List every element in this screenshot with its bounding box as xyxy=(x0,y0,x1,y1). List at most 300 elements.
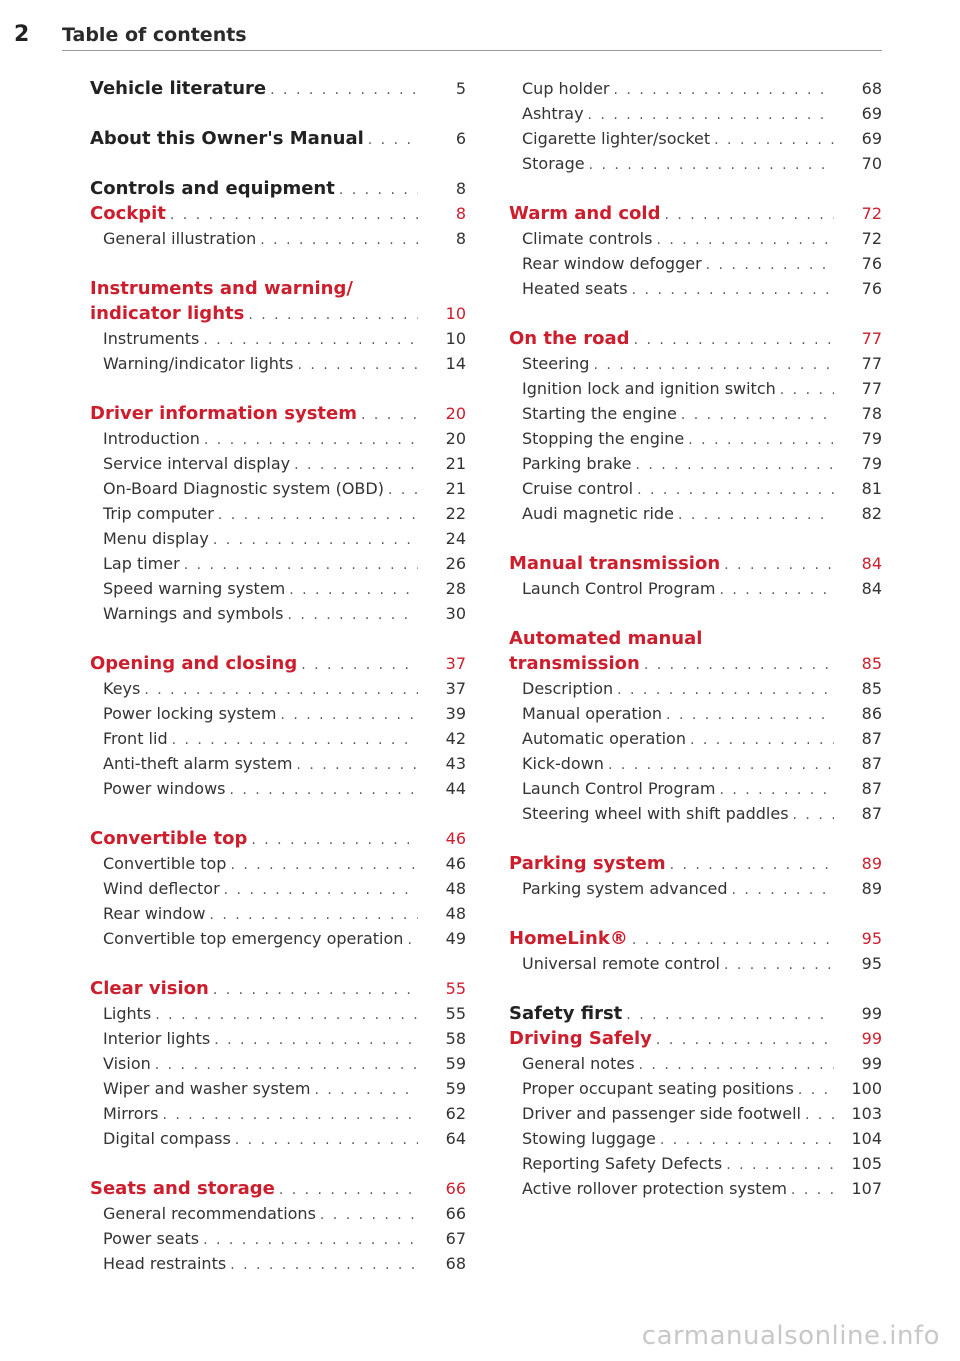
dot-leader xyxy=(805,1103,834,1128)
toc-page-number: 79 xyxy=(861,454,882,473)
dot-leader xyxy=(213,528,418,553)
toc-entry-label: Safety first xyxy=(509,1003,623,1024)
toc-subentry[interactable] xyxy=(90,1126,466,1151)
page-title: Table of contents xyxy=(62,24,247,46)
toc-subentry[interactable] xyxy=(509,76,882,101)
toc-subentry[interactable] xyxy=(509,426,882,451)
toc-entry-label: Steering xyxy=(522,354,590,373)
toc-section-entry[interactable] xyxy=(509,551,882,576)
toc-subentry[interactable] xyxy=(509,1151,882,1176)
toc-subentry[interactable] xyxy=(509,776,882,801)
toc-subentry[interactable] xyxy=(509,1126,882,1151)
toc-entry-label: Rear window xyxy=(103,904,206,923)
section-spacer xyxy=(509,976,882,1001)
dot-leader xyxy=(626,1003,834,1028)
toc-subentry[interactable] xyxy=(90,526,466,551)
toc-subentry[interactable] xyxy=(90,926,466,951)
toc-subentry[interactable] xyxy=(90,1026,466,1051)
toc-entry-label: Front lid xyxy=(103,729,168,748)
toc-subentry[interactable] xyxy=(90,451,466,476)
toc-subentry[interactable] xyxy=(509,576,882,601)
toc-page-number: 59 xyxy=(445,1079,466,1098)
dot-leader xyxy=(294,453,418,478)
toc-page-number: 46 xyxy=(445,854,466,873)
toc-subentry[interactable] xyxy=(90,851,466,876)
toc-page-number: 37 xyxy=(445,679,466,698)
dot-leader xyxy=(666,703,834,728)
toc-entry-label: Head restraints xyxy=(103,1254,227,1273)
dot-leader xyxy=(279,1178,418,1203)
toc-subentry[interactable] xyxy=(509,251,882,276)
toc-entry-label: Trip computer xyxy=(103,504,214,523)
toc-entry-label: Starting the engine xyxy=(522,404,677,423)
toc-page-number: 49 xyxy=(445,929,466,948)
toc-section-entry[interactable] xyxy=(509,626,882,651)
dot-leader xyxy=(214,1028,418,1053)
toc-page-number: 48 xyxy=(445,904,466,923)
section-spacer xyxy=(90,1151,466,1176)
toc-section-entry[interactable] xyxy=(90,826,466,851)
dot-leader xyxy=(230,1253,418,1278)
toc-subentry[interactable] xyxy=(509,376,882,401)
toc-page-number: 66 xyxy=(445,1179,466,1198)
toc-page-number: 44 xyxy=(445,779,466,798)
toc-page-number: 58 xyxy=(445,1029,466,1048)
toc-section-entry[interactable] xyxy=(509,851,882,876)
toc-page-number: 105 xyxy=(851,1154,882,1173)
toc-entry-label: Cockpit xyxy=(90,203,166,224)
toc-entry-label: Manual transmission xyxy=(509,553,721,574)
toc-page-number: 87 xyxy=(861,754,882,773)
toc-subentry[interactable] xyxy=(90,1226,466,1251)
toc-page-number: 8 xyxy=(455,204,466,223)
dot-leader xyxy=(144,678,418,703)
toc-subentry[interactable] xyxy=(509,701,882,726)
dot-leader xyxy=(184,553,418,578)
toc-subentry[interactable] xyxy=(509,226,882,251)
dot-leader xyxy=(230,853,418,878)
toc-page-number: 8 xyxy=(455,229,466,248)
toc-section-entry[interactable] xyxy=(90,176,466,201)
toc-page-number: 8 xyxy=(455,179,466,198)
toc-section-entry[interactable] xyxy=(90,1176,466,1201)
toc-page-number: 68 xyxy=(445,1254,466,1273)
toc-subentry[interactable] xyxy=(509,876,882,901)
toc-entry-label: HomeLink® xyxy=(509,928,628,949)
toc-page-number: 84 xyxy=(861,579,882,598)
toc-entry-label: Ignition lock and ignition switch xyxy=(522,379,776,398)
toc-section-entry[interactable] xyxy=(90,76,466,101)
toc-subentry[interactable] xyxy=(509,151,882,176)
toc-section-entry[interactable] xyxy=(90,201,466,226)
toc-entry-label: Opening and closing xyxy=(90,653,298,674)
toc-subentry[interactable] xyxy=(509,1176,882,1201)
toc-subentry[interactable] xyxy=(509,951,882,976)
toc-entry-label: Keys xyxy=(103,679,141,698)
toc-entry-label: Storage xyxy=(522,154,585,173)
toc-page-number: 103 xyxy=(851,1104,882,1123)
dot-leader xyxy=(688,428,834,453)
toc-subentry[interactable] xyxy=(90,576,466,601)
toc-subentry[interactable] xyxy=(90,326,466,351)
toc-page-number: 10 xyxy=(445,329,466,348)
toc-page-number: 99 xyxy=(861,1029,882,1048)
toc-entry-label: Stopping the engine xyxy=(522,429,685,448)
toc-section-entry[interactable] xyxy=(90,126,466,151)
dot-leader xyxy=(204,428,418,453)
dot-leader xyxy=(588,103,834,128)
toc-page-number: 82 xyxy=(861,504,882,523)
dot-leader xyxy=(644,653,834,678)
watermark: carmanualsonline.info xyxy=(641,1321,940,1351)
toc-page-number: 30 xyxy=(445,604,466,623)
toc-subentry[interactable] xyxy=(509,351,882,376)
toc-entry-label: Launch Control Program xyxy=(522,579,716,598)
dot-leader xyxy=(368,128,418,153)
toc-section-entry[interactable] xyxy=(90,651,466,676)
dot-leader xyxy=(726,1153,834,1178)
section-spacer xyxy=(90,101,466,126)
toc-subentry[interactable] xyxy=(509,1076,882,1101)
section-spacer xyxy=(90,376,466,401)
toc-entry-label: Warning/indicator lights xyxy=(103,354,294,373)
section-spacer xyxy=(90,951,466,976)
toc-subentry[interactable] xyxy=(509,276,882,301)
dot-leader xyxy=(660,1128,834,1153)
dot-leader xyxy=(719,578,834,603)
toc-page-number: 37 xyxy=(445,654,466,673)
toc-section-entry[interactable] xyxy=(509,1001,882,1026)
toc-subentry[interactable] xyxy=(509,451,882,476)
toc-subentry[interactable] xyxy=(90,1201,466,1226)
toc-page-number: 28 xyxy=(445,579,466,598)
dot-leader xyxy=(213,978,418,1003)
dot-leader xyxy=(637,478,834,503)
dot-leader xyxy=(270,78,418,103)
toc-section-entry[interactable] xyxy=(509,326,882,351)
toc-page-number: 5 xyxy=(455,79,466,98)
dot-leader xyxy=(635,453,834,478)
toc-subentry[interactable] xyxy=(90,701,466,726)
toc-subentry[interactable] xyxy=(509,476,882,501)
toc-entry-label: Warnings and symbols xyxy=(103,604,284,623)
toc-subentry[interactable] xyxy=(90,1251,466,1276)
toc-entry-label: Seats and storage xyxy=(90,1178,275,1199)
toc-page-number: 85 xyxy=(861,654,882,673)
toc-entry-label: Cup holder xyxy=(522,79,610,98)
toc-entry-label: Description xyxy=(522,679,614,698)
toc-subentry[interactable] xyxy=(90,676,466,701)
toc-page-number: 81 xyxy=(861,479,882,498)
toc-page-number: 95 xyxy=(861,954,882,973)
toc-subentry[interactable] xyxy=(90,726,466,751)
toc-page-number: 39 xyxy=(445,704,466,723)
toc-entry-label: Parking system advanced xyxy=(522,879,728,898)
toc-subentry[interactable] xyxy=(90,776,466,801)
toc-subentry[interactable] xyxy=(509,501,882,526)
dot-leader xyxy=(608,753,834,778)
toc-entry-label: Cigarette lighter/socket xyxy=(522,129,711,148)
toc-section-entry[interactable] xyxy=(509,926,882,951)
toc-subentry[interactable] xyxy=(90,876,466,901)
dot-leader xyxy=(791,1178,834,1203)
toc-entry-label: Heated seats xyxy=(522,279,628,298)
toc-section-entry[interactable] xyxy=(90,276,466,301)
toc-page-number: 104 xyxy=(851,1129,882,1148)
dot-leader xyxy=(361,403,418,428)
toc-page-number: 79 xyxy=(861,429,882,448)
toc-page-number: 69 xyxy=(861,129,882,148)
toc-entry-label: Speed warning system xyxy=(103,579,286,598)
toc-entry-label: Controls and equipment xyxy=(90,178,335,199)
dot-leader xyxy=(203,1228,418,1253)
dot-leader xyxy=(706,253,834,278)
dot-leader xyxy=(260,228,418,253)
toc-page-number: 42 xyxy=(445,729,466,748)
toc-page-number: 46 xyxy=(445,829,466,848)
toc-subentry[interactable] xyxy=(509,126,882,151)
dot-leader xyxy=(224,878,418,903)
dot-leader xyxy=(339,178,418,203)
dot-leader xyxy=(634,328,834,353)
dot-leader xyxy=(732,878,834,903)
toc-entry-label: Digital compass xyxy=(103,1129,231,1148)
toc-page-number: 100 xyxy=(851,1079,882,1098)
toc-subentry[interactable] xyxy=(90,901,466,926)
dot-leader xyxy=(230,778,419,803)
dot-leader xyxy=(780,378,834,403)
toc-page-number: 21 xyxy=(445,479,466,498)
dot-leader xyxy=(218,503,418,528)
toc-entry-label: Ashtray xyxy=(522,104,584,123)
dot-leader xyxy=(656,1028,834,1053)
toc-entry-label: Climate controls xyxy=(522,229,653,248)
toc-section-entry[interactable] xyxy=(509,651,882,676)
toc-page-number: 26 xyxy=(445,554,466,573)
toc-entry-label: Lap timer xyxy=(103,554,180,573)
toc-subentry[interactable] xyxy=(509,401,882,426)
dot-leader xyxy=(793,803,834,828)
toc-entry-label: Instruments and warning/ xyxy=(90,278,353,299)
toc-section-entry[interactable] xyxy=(90,976,466,1001)
dot-leader xyxy=(664,203,834,228)
toc-entry-label: Audi magnetic ride xyxy=(522,504,674,523)
section-spacer xyxy=(509,176,882,201)
toc-entry-label: Automated manual xyxy=(509,628,703,649)
toc-entry-label: Convertible top xyxy=(90,828,248,849)
section-spacer xyxy=(90,626,466,651)
toc-subentry[interactable] xyxy=(90,1001,466,1026)
toc-subentry[interactable] xyxy=(90,226,466,251)
toc-page-number: 67 xyxy=(445,1229,466,1248)
toc-page-number: 99 xyxy=(861,1004,882,1023)
dot-leader xyxy=(639,1053,834,1078)
toc-page-number: 43 xyxy=(445,754,466,773)
dot-leader xyxy=(288,603,418,628)
toc-page-number: 20 xyxy=(445,429,466,448)
dot-leader xyxy=(155,1003,418,1028)
toc-subentry[interactable] xyxy=(509,801,882,826)
toc-subentry[interactable] xyxy=(509,751,882,776)
toc-left-column xyxy=(90,76,466,1276)
dot-leader xyxy=(280,703,418,728)
toc-page-number: 78 xyxy=(861,404,882,423)
toc-page-number: 66 xyxy=(445,1204,466,1223)
toc-page-number: 6 xyxy=(455,129,466,148)
toc-entry-label: Parking system xyxy=(509,853,666,874)
dot-leader xyxy=(314,1078,418,1103)
section-spacer xyxy=(509,526,882,551)
toc-entry-label: Stowing luggage xyxy=(522,1129,656,1148)
toc-page-number: 86 xyxy=(861,704,882,723)
toc-page-number: 14 xyxy=(445,354,466,373)
toc-subentry[interactable] xyxy=(90,351,466,376)
toc-entry-label: Manual operation xyxy=(522,704,663,723)
toc-section-entry[interactable] xyxy=(509,201,882,226)
toc-subentry[interactable] xyxy=(509,101,882,126)
toc-page-number: 55 xyxy=(445,1004,466,1023)
section-spacer xyxy=(509,601,882,626)
toc-entry-label: Interior lights xyxy=(103,1029,211,1048)
toc-page-number: 72 xyxy=(861,204,882,223)
dot-leader xyxy=(681,403,834,428)
toc-entry-label: Proper occupant seating positions xyxy=(522,1079,794,1098)
toc-entry-label: Launch Control Program xyxy=(522,779,716,798)
toc-entry-label: Driver information system xyxy=(90,403,357,424)
toc-subentry[interactable] xyxy=(509,676,882,701)
toc-entry-label: Convertible top emergency operation xyxy=(103,929,404,948)
toc-entry-label: Driver and passenger side footwell xyxy=(522,1104,801,1123)
toc-entry-label: Driving Safely xyxy=(509,1028,652,1049)
dot-leader xyxy=(251,828,418,853)
toc-subentry[interactable] xyxy=(90,476,466,501)
dot-leader xyxy=(407,928,418,953)
dot-leader xyxy=(714,128,834,153)
toc-entry-label: transmission xyxy=(509,653,640,674)
toc-page-number: 64 xyxy=(445,1129,466,1148)
section-spacer xyxy=(90,801,466,826)
toc-entry-label: Convertible top xyxy=(103,854,227,873)
section-spacer xyxy=(509,301,882,326)
dot-leader xyxy=(724,553,834,578)
toc-page-number: 69 xyxy=(861,104,882,123)
toc-entry-label: Automatic operation xyxy=(522,729,686,748)
toc-page-number: 95 xyxy=(861,929,882,948)
dot-leader xyxy=(297,353,418,378)
toc-page-number: 76 xyxy=(861,254,882,273)
section-spacer xyxy=(90,151,466,176)
toc-entry-label: Anti-theft alarm system xyxy=(103,754,293,773)
toc-entry-label: Introduction xyxy=(103,429,200,448)
toc-page-number: 87 xyxy=(861,804,882,823)
toc-page-number: 20 xyxy=(445,404,466,423)
toc-entry-label: General notes xyxy=(522,1054,635,1073)
toc-page-number: 107 xyxy=(851,1179,882,1198)
toc-entry-label: Instruments xyxy=(103,329,200,348)
toc-page-number: 85 xyxy=(861,679,882,698)
dot-leader xyxy=(589,153,834,178)
toc-entry-label: General recommendations xyxy=(103,1204,316,1223)
toc-page-number: 10 xyxy=(445,304,466,323)
toc-subentry[interactable] xyxy=(90,1101,466,1126)
toc-subentry[interactable] xyxy=(90,601,466,626)
toc-page-number: 62 xyxy=(445,1104,466,1123)
toc-entry-label: Clear vision xyxy=(90,978,209,999)
toc-entry-label: About this Owner's Manual xyxy=(90,128,364,149)
toc-entry-label: Menu display xyxy=(103,529,209,548)
dot-leader xyxy=(172,728,418,753)
dot-leader xyxy=(203,328,418,353)
toc-entry-label: On the road xyxy=(509,328,630,349)
toc-subentry[interactable] xyxy=(509,1101,882,1126)
toc-subentry[interactable] xyxy=(509,726,882,751)
dot-leader xyxy=(614,78,834,103)
dot-leader xyxy=(162,1103,418,1128)
dot-leader xyxy=(632,928,834,953)
toc-section-entry[interactable] xyxy=(509,1026,882,1051)
toc-entry-label: Power locking system xyxy=(103,704,277,723)
toc-entry-label: Active rollover protection system xyxy=(522,1179,787,1198)
toc-subentry[interactable] xyxy=(90,501,466,526)
toc-page-number: 68 xyxy=(861,79,882,98)
dot-leader xyxy=(670,853,834,878)
dot-leader xyxy=(617,678,834,703)
toc-entry-label: On-Board Diagnostic system (OBD) xyxy=(103,479,384,498)
toc-entry-label: General illustration xyxy=(103,229,257,248)
section-spacer xyxy=(509,826,882,851)
toc-subentry[interactable] xyxy=(90,751,466,776)
toc-section-entry[interactable] xyxy=(90,301,466,326)
toc-page-number: 24 xyxy=(445,529,466,548)
toc-subentry[interactable] xyxy=(90,426,466,451)
dot-leader xyxy=(155,1053,418,1078)
dot-leader xyxy=(320,1203,418,1228)
toc-page-number: 70 xyxy=(861,154,882,173)
toc-page-number: 55 xyxy=(445,979,466,998)
dot-leader xyxy=(235,1128,418,1153)
toc-page-number: 89 xyxy=(861,854,882,873)
section-spacer xyxy=(90,251,466,276)
toc-subentry[interactable] xyxy=(90,1076,466,1101)
toc-entry-label: Wind deflector xyxy=(103,879,220,898)
dot-leader xyxy=(301,653,418,678)
dot-leader xyxy=(798,1078,834,1103)
toc-entry-label: Service interval display xyxy=(103,454,291,473)
toc-entry-label: Mirrors xyxy=(103,1104,159,1123)
toc-page-number: 21 xyxy=(445,454,466,473)
toc-page-number: 76 xyxy=(861,279,882,298)
header-divider xyxy=(62,50,882,51)
toc-entry-label: Universal remote control xyxy=(522,954,720,973)
toc-section-entry[interactable] xyxy=(90,401,466,426)
toc-entry-label: Steering wheel with shift paddles xyxy=(522,804,789,823)
dot-leader xyxy=(593,353,834,378)
dot-leader xyxy=(289,578,418,603)
toc-entry-label: Cruise control xyxy=(522,479,634,498)
dot-leader xyxy=(296,753,418,778)
toc-subentry[interactable] xyxy=(509,1051,882,1076)
toc-entry-label: Kick-down xyxy=(522,754,604,773)
toc-entry-label: Parking brake xyxy=(522,454,632,473)
toc-right-column xyxy=(509,76,882,1201)
toc-subentry[interactable] xyxy=(90,551,466,576)
dot-leader xyxy=(248,303,418,328)
dot-leader xyxy=(719,778,834,803)
toc-page-number: 99 xyxy=(861,1054,882,1073)
toc-subentry[interactable] xyxy=(90,1051,466,1076)
toc-entry-label: Warm and cold xyxy=(509,203,661,224)
dot-leader xyxy=(632,278,834,303)
